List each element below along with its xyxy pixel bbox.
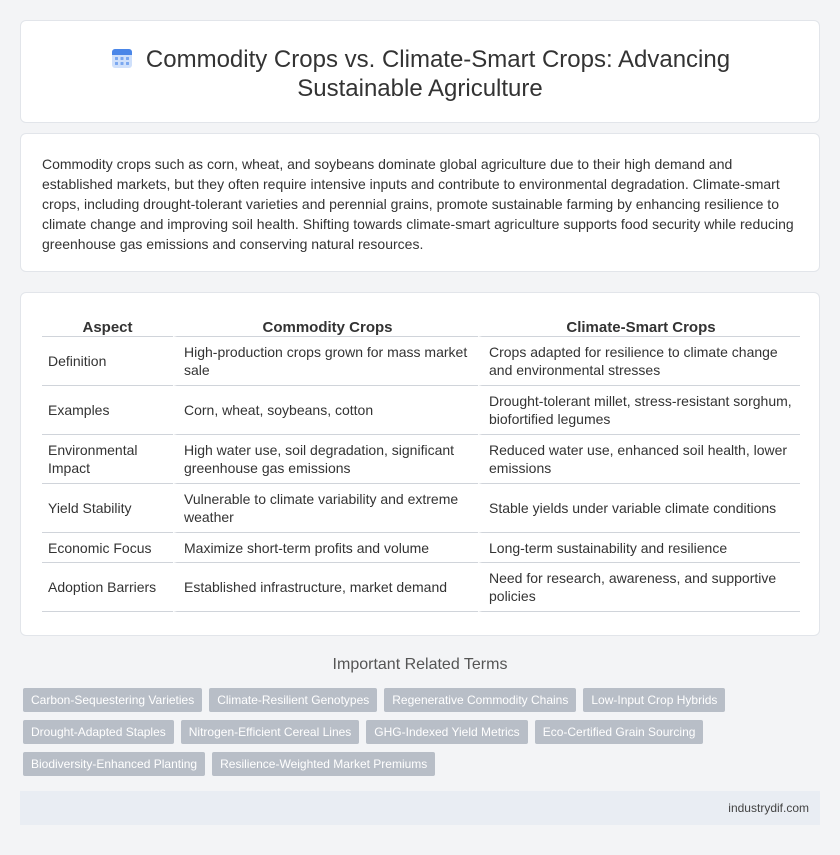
intro-card	[20, 133, 820, 272]
related-term-tag[interactable]: Climate-Resilient Genotypes	[209, 688, 377, 712]
related-term-tag[interactable]: Biodiversity-Enhanced Planting	[23, 752, 205, 776]
cell-aspect: Environmental Impact	[42, 435, 173, 484]
related-term-tag[interactable]: GHG-Indexed Yield Metrics	[366, 720, 527, 744]
title-card	[20, 20, 820, 123]
table-row	[42, 563, 800, 612]
table-row	[42, 484, 800, 533]
cell-climate-smart: Stable yields under variable climate conditions	[478, 484, 800, 533]
related-term-tag[interactable]: Eco-Certified Grain Sourcing	[535, 720, 704, 744]
comparison-table	[42, 315, 800, 612]
related-term-tag[interactable]: Resilience-Weighted Market Premiums	[212, 752, 435, 776]
related-terms-heading: Important Related Terms	[332, 656, 508, 673]
table-row	[42, 435, 800, 484]
cell-aspect: Economic Focus	[42, 533, 173, 563]
cell-aspect: Examples	[42, 386, 173, 435]
table-row	[42, 337, 800, 386]
footer	[20, 791, 820, 825]
header-commodity-crops: Commodity Crops	[173, 315, 478, 337]
cell-commodity: Corn, wheat, soybeans, cotton	[173, 386, 478, 435]
calendar-icon	[110, 46, 134, 70]
related-terms-tags	[23, 688, 723, 784]
table-row	[42, 533, 800, 563]
cell-climate-smart: Crops adapted for resilience to climate change and environmental stresses	[478, 337, 800, 386]
header-climate-smart-crops: Climate-Smart Crops	[478, 315, 800, 337]
related-term-tag[interactable]: Low-Input Crop Hybrids	[583, 688, 725, 712]
cell-aspect: Yield Stability	[42, 484, 173, 533]
title-line-2: Sustainable Agriculture	[297, 75, 543, 102]
page-title	[21, 45, 819, 103]
related-term-tag[interactable]: Carbon-Sequestering Varieties	[23, 688, 202, 712]
title-line-1: Commodity Crops vs. Climate-Smart Crops: Advancing	[145, 46, 731, 73]
related-term-tag[interactable]: Nitrogen-Efficient Cereal Lines	[181, 720, 360, 744]
tag-row	[23, 688, 723, 712]
tag-row	[23, 720, 723, 744]
cell-climate-smart: Long-term sustainability and resilience	[478, 533, 800, 563]
table-header-row	[42, 315, 800, 337]
cell-commodity: Established infrastructure, market demand	[173, 563, 478, 612]
comparison-card	[20, 292, 820, 636]
header-aspect: Aspect	[42, 315, 173, 337]
cell-commodity: Maximize short-term profits and volume	[173, 533, 478, 563]
cell-climate-smart: Reduced water use, enhanced soil health, lower emissions	[478, 435, 800, 484]
related-term-tag[interactable]: Drought-Adapted Staples	[23, 720, 174, 744]
footer-site-link[interactable]: industrydif.com	[728, 801, 809, 815]
cell-climate-smart: Need for research, awareness, and supportive policies	[478, 563, 800, 612]
cell-aspect: Adoption Barriers	[42, 563, 173, 612]
cell-commodity: Vulnerable to climate variability and extreme weather	[173, 484, 478, 533]
cell-commodity: High-production crops grown for mass market sale	[173, 337, 478, 386]
related-term-tag[interactable]: Regenerative Commodity Chains	[384, 688, 576, 712]
table-row	[42, 386, 800, 435]
cell-climate-smart: Drought-tolerant millet, stress-resistant sorghum, biofortified legumes	[478, 386, 800, 435]
tag-row	[23, 752, 723, 776]
cell-aspect: Definition	[42, 337, 173, 386]
intro-paragraph: Commodity crops such as corn, wheat, and soybeans dominate global agriculture due to their high demand and established markets, but they often require intensive inputs and contribute to environmental degradation. Climate-smart crops, including drought-tolerant varieties and perennial grains, promote sustainable farming by enhancing resilience to climate change and improving soil health. Shifting towards climate-smart agriculture supports food security while reducing greenhouse gas emissions and conserving natural resources.	[42, 156, 794, 252]
cell-commodity: High water use, soil degradation, significant greenhouse gas emissions	[173, 435, 478, 484]
